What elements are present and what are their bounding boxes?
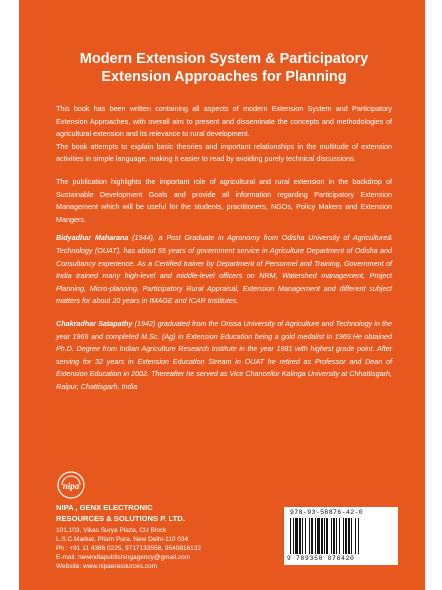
author-name-1: Bidyadhar Maharana (56, 233, 129, 243)
publisher-line-1: NIPA , GENX ELECTRONIC (56, 503, 153, 512)
email-line: E-mail: newindiapublishingagency@gmail.com (56, 554, 191, 562)
barcode-digits: 9 789358 876420 (287, 555, 355, 562)
publisher-address (56, 526, 201, 571)
website-line: Website: www.nipaeresources.com (56, 563, 158, 571)
address-line: 101,103, Vikas Surya Plaza, CU Block (56, 527, 167, 534)
blurb-paragraph-1: This book has been written containing all aspects of modern Extension System and Participatory Extension Approaches, with overall aim to present and disseminate the concepts and methodologies of agricultural extension and its relevance to rural development. (56, 104, 392, 139)
blurb-paragraph-2: The book attempts to explain basic theories and important relationships in the multitude of extension activities in simple language, making it easier to read by avoiding purely technical discussions. (56, 141, 392, 164)
phone-line: Ph : +91 11 4386 0225, 9717133558, 9540816132 (56, 545, 202, 553)
blurb-paragraph-3: The publication highlights the important role of agricultural and rural extension in the backdrop of Sustainable Development Goals and provide all information regarding Participatory Extension Management which will be useful for the students, practitioners, NGOs, Policy Makers and Extension Mangers. (56, 176, 392, 224)
back-cover (19, 0, 425, 590)
publisher-logo (56, 470, 86, 500)
publisher-line-2: RESOURCES & SOLUTIONS P. LTD. (56, 514, 185, 523)
book-title (56, 50, 392, 86)
author-bio-1 (56, 232, 392, 308)
publisher-footer (56, 470, 396, 580)
author-bio-2-text: (1942) graduated from the Orissa University of Agriculture and Technology in the year 1966 and completed M.Sc. (Ag) in Extension Education being a gold medalist in 1969.He obtained Ph.D. Degree from Indian Agriculture Research Institute in the year 1981 with highest grade point. After serving for 32 years in Extension Education Stream in OUAT he retired as Professor and Dean of Extension Education in 2002. Thereafter he served as Vice Chancellor Kalinga University at Chhattisgarh, Raipur, Chattisgarh, India (56, 318, 393, 391)
publisher-name (56, 502, 185, 524)
isbn-barcode (284, 507, 398, 565)
address-line: L.S.C.Market, Pitam Pura, New Delhi-110 034 (56, 536, 189, 544)
logo-text: nipa (62, 481, 80, 491)
isbn-number: 978-93-58876-42-0 (290, 509, 364, 516)
title-line-2: Extension Approaches for Planning (101, 69, 347, 85)
author-bio-2 (56, 318, 392, 394)
barcode-bars (290, 518, 392, 554)
author-name-2: Chakradhar Satapathy (56, 318, 133, 328)
title-line-1: Modern Extension System & Participatory (79, 51, 369, 67)
author-bio-1-text: (1944), a Post Graduate in Agronomy from Odisha University of Agriculture& Technology (OUAT), has about 55 years of government service in Agriculture Department of Odisha and Consultancy experience. As a Certified trainer by Department of Personnel and Training, Government of India trained many high-level and middle-level officers on NRM, Watershed management, Project Planning, Micro-planning, Participatory Rural Appraisal, Extension Management and different subject matters for about 20 years in IMAGE and ICAR Institutes. (56, 233, 393, 306)
